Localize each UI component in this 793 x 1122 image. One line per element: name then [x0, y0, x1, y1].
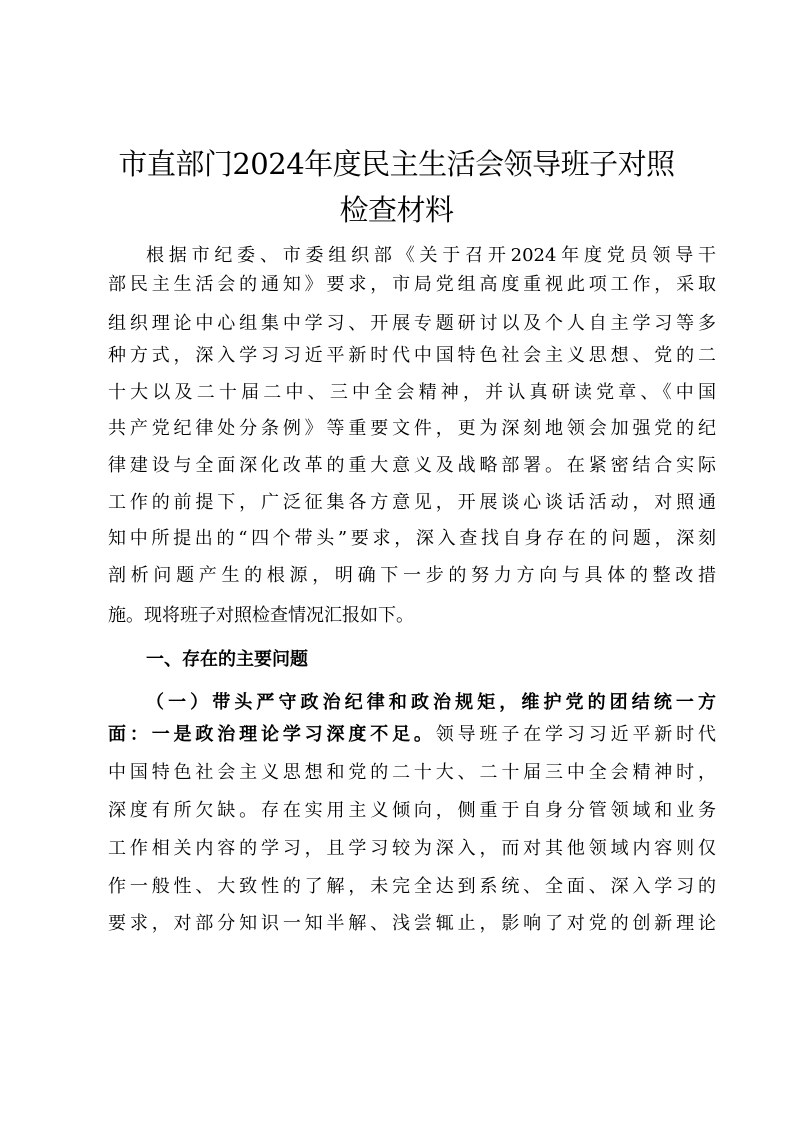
intro-paragraph-line: 共产党纪律处分条例》等重要文件，更为深刻地领会加强党的纪	[108, 418, 716, 439]
intro-paragraph-line: 根据市纪委、市委组织部《关于召开2024年度党员领导干	[146, 245, 716, 266]
subsection-lead-rest: 领导班子在学习习近平新时代	[435, 724, 716, 745]
body-paragraph-line: 深度有所欠缺。存在实用主义倾向，侧重于自身分管领域和业务	[108, 800, 716, 821]
body-paragraph-line: 中国特色社会主义思想和党的二十大、二十届三中全会精神时，	[108, 762, 716, 783]
intro-paragraph-line: 知中所提出的“四个带头”要求，深入查找自身存在的问题，深刻	[108, 528, 716, 549]
intro-paragraph-line: 种方式，深入学习习近平新时代中国特色社会主义思想、党的二	[108, 345, 716, 366]
intro-paragraph-line: 工作的前提下，广泛征集各方意见，开展谈心谈话活动，对照通	[108, 492, 716, 513]
body-paragraph-line: 作一般性、大致性的了解，未完全达到系统、全面、深入学习的	[108, 876, 716, 897]
document-title-line-1: 市直部门2024年度民主生活会领导班子对照	[118, 147, 675, 181]
body-paragraph-line: 要求，对部分知识一知半解、浅尝辄止，影响了对党的创新理论	[108, 913, 716, 934]
document-title-line-2: 检查材料	[339, 193, 454, 227]
intro-paragraph-line: 十大以及二十届二中、三中全会精神，并认真研读党章、《中国	[108, 382, 716, 403]
body-paragraph-line: 工作相关内容的学习，且学习较为深入，而对其他领域内容则仅	[108, 838, 716, 859]
intro-paragraph-line: 组织理论中心组集中学习、开展专题研讨以及个人自主学习等多	[108, 313, 716, 334]
subsection-lead-bold: 面：一是政治理论学习深度不足。	[108, 724, 436, 745]
subsection-heading-line-2	[108, 715, 716, 755]
intro-paragraph-line: 施。现将班子对照检查情况汇报如下。	[108, 605, 414, 626]
intro-paragraph-line: 部民主生活会的通知》要求，市局党组高度重视此项工作，采取	[108, 274, 716, 295]
section-heading: 一、存在的主要问题	[146, 649, 308, 670]
subsection-heading-line: （一）带头严守政治纪律和政治规矩，维护党的团结统一方	[146, 692, 716, 713]
intro-paragraph-line: 律建设与全面深化改革的重大意义及战略部署。在紧密结合实际	[108, 455, 716, 476]
intro-paragraph-line: 剖析问题产生的根源，明确下一步的努力方向与具体的整改措	[108, 565, 716, 586]
